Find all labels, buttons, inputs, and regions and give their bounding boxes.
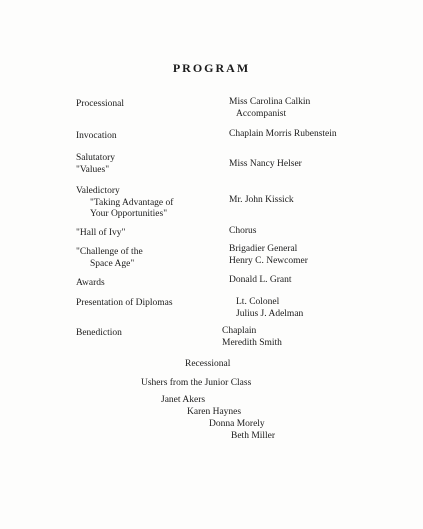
participant-challenge-rank: Brigadier General	[229, 244, 298, 254]
program-item-processional: Processional	[76, 99, 125, 109]
program-title: PROGRAM	[172, 61, 251, 75]
participant-processional-role: Accompanist	[236, 109, 287, 119]
participant-valedictory: Mr. John Kissick	[229, 195, 294, 205]
program-item-benediction: Benediction	[76, 328, 122, 338]
program-item-valedictory-title-line1: "Taking Advantage of	[90, 198, 174, 208]
program-item-valedictory-title-line2: Your Opportunities"	[90, 209, 168, 219]
program-item-salutatory-title: "Values"	[76, 165, 110, 175]
program-item-diplomas: Presentation of Diplomas	[76, 298, 173, 308]
participant-diplomas-name: Julius J. Adelman	[236, 309, 304, 319]
usher-name: Beth Miller	[231, 431, 276, 441]
program-item-challenge-line1: "Challenge of the	[76, 247, 143, 257]
program-item-invocation: Invocation	[76, 131, 117, 141]
program-item-valedictory: Valedictory	[76, 186, 120, 196]
participant-challenge-name: Henry C. Newcomer	[229, 256, 308, 266]
usher-name: Janet Akers	[161, 395, 206, 405]
program-item-awards: Awards	[76, 278, 105, 288]
program-item-challenge-line2: Space Age"	[90, 259, 135, 269]
participant-benediction-title: Chaplain	[222, 326, 257, 336]
recessional-heading: Recessional	[185, 359, 231, 369]
participant-processional-name: Miss Carolina Calkin	[229, 97, 311, 107]
usher-name: Donna Morely	[209, 419, 265, 429]
participant-hall-of-ivy: Chorus	[229, 226, 257, 236]
participant-diplomas-rank: Lt. Colonel	[236, 297, 280, 307]
program-item-hall-of-ivy: "Hall of Ivy"	[76, 228, 126, 238]
program-item-salutatory: Salutatory	[76, 153, 116, 163]
participant-invocation: Chaplain Morris Rubenstein	[229, 129, 337, 139]
participant-benediction-name: Meredith Smith	[222, 338, 282, 348]
participant-salutatory: Miss Nancy Helser	[229, 159, 302, 169]
ushers-heading: Ushers from the Junior Class	[141, 378, 252, 388]
usher-name: Karen Haynes	[187, 407, 242, 417]
participant-awards: Donald L. Grant	[229, 275, 292, 285]
